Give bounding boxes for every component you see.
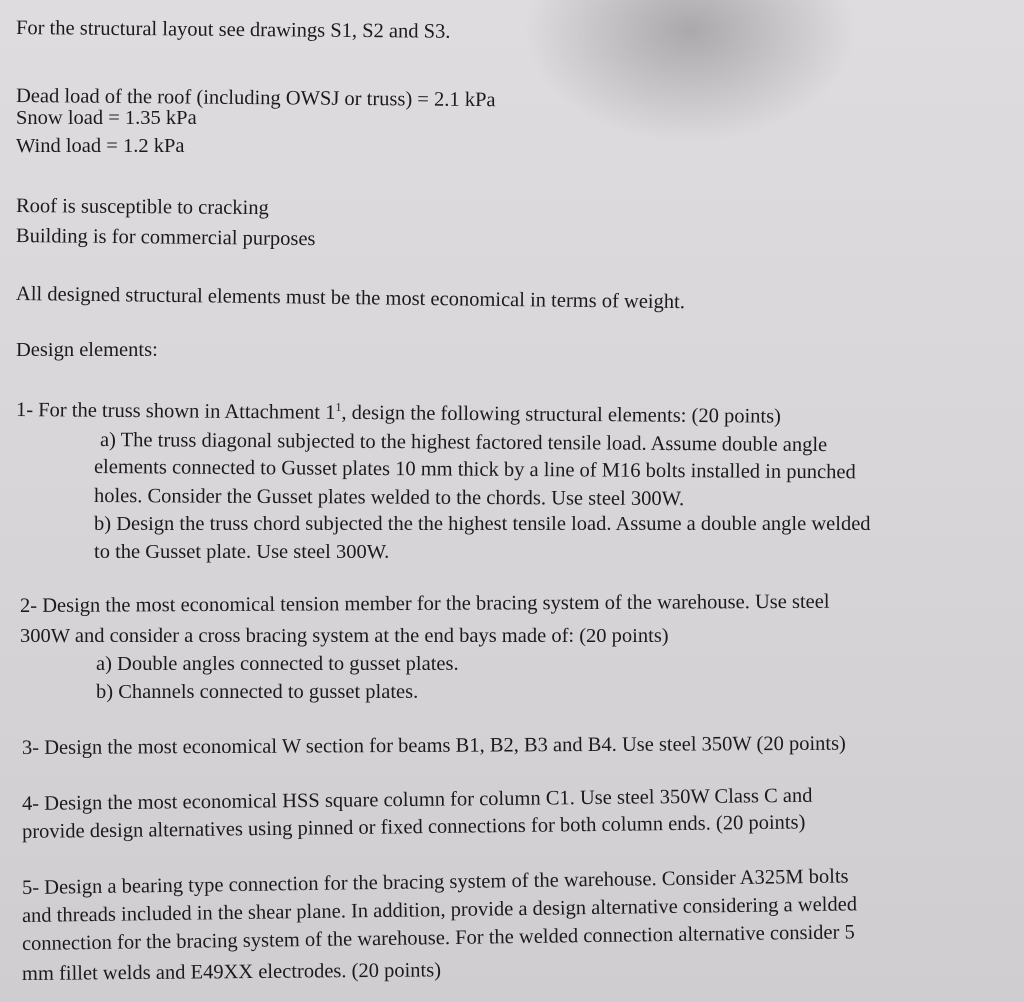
item1-heading-rest: , design the following structural elements: (20 points) — [341, 401, 782, 428]
item2-line: a) Double angles connected to gusset plates. — [96, 653, 459, 675]
item1-line: holes. Consider the Gusset plates welded to the chords. Use steel 300W. — [93, 485, 685, 511]
item1-line: a) The truss diagonal subjected to the highest factored tensile load. Assume double angle — [99, 429, 828, 457]
item2-line: b) Channels connected to gusset plates. — [96, 681, 419, 703]
item5-line: and threads included in the shear plane. In addition, provide a design alternative considering a welded — [21, 893, 858, 927]
economy-note: All designed structural elements must be the most economical in terms of weight. — [15, 283, 686, 314]
intro-line: For the structural layout see drawings S1, S2 and S3. — [15, 17, 451, 43]
snow-load-line: Snow load = 1.35 kPa — [16, 107, 197, 129]
footnote-marker: 1 — [335, 399, 342, 415]
design-elements-heading: Design elements: — [16, 339, 158, 361]
building-purpose-line: Building is for commercial purposes — [15, 225, 316, 251]
item1-line: elements connected to Gusset plates 10 mm thick by a line of M16 bolts installed in punched — [93, 456, 856, 484]
item2-line: 300W and consider a cross bracing system at the end bays made of: (20 points) — [20, 625, 669, 647]
item1-heading-text: 1- For the truss shown in Attachment 1 — [15, 399, 336, 424]
wind-load-line: Wind load = 1.2 kPa — [16, 135, 185, 157]
item2-line: 2- Design the most economical tension member for the bracing system of the warehouse. Use steel — [19, 590, 830, 617]
item3-line: 3- Design the most economical W section for beams B1, B2, B3 and B4. Use steel 350W (20 points) — [21, 732, 846, 759]
item4-line: provide design alternatives using pinned or fixed connections for both column ends. (20 points) — [21, 811, 806, 843]
item5-line: 5- Design a bearing type connection for the bracing system of the warehouse. Consider A325M bolts — [21, 865, 849, 899]
item4-line: 4- Design the most economical HSS square column for column C1. Use steel 350W Class C and — [21, 784, 813, 815]
dead-load-line: Dead load of the roof (including OWSJ or truss) = 2.1 kPa — [15, 85, 496, 112]
item1-line: b) Design the truss chord subjected the the highest tensile load. Assume a double angle welded — [94, 513, 871, 535]
item1-line: to the Gusset plate. Use steel 300W. — [94, 541, 390, 563]
item5-line: mm fillet welds and E49XX electrodes. (20 points) — [21, 959, 442, 985]
item5-line: connection for the bracing system of the warehouse. For the welded connection alternative consider 5 — [21, 921, 855, 955]
roof-condition-line: Roof is susceptible to cracking — [15, 195, 269, 220]
item1-heading — [16, 398, 781, 429]
